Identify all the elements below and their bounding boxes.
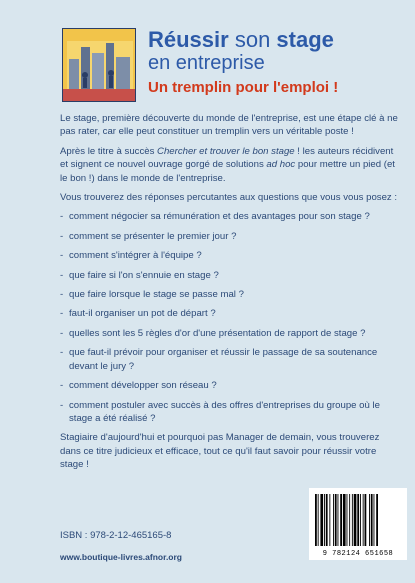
title-word-stage: stage: [276, 27, 334, 52]
list-item: - comment développer son réseau ?: [60, 379, 400, 392]
p2-text-c: pour mettre un pied (et le bon !) dans le monde de l'entreprise.: [60, 159, 395, 184]
intro-paragraph-3: Vous trouverez des réponses percutantes aux questions que vous vous posez :: [60, 192, 398, 204]
book-title-line1: [148, 28, 408, 52]
list-item: - comment postuler avec succès à des offres d'entreprises du groupe où le stage a été réalisé ?: [60, 399, 400, 426]
list-item: - comment se présenter le premier jour ?: [60, 230, 400, 243]
cover-illustration: [62, 28, 136, 102]
questions-list: [60, 210, 400, 425]
p2-book-title: Chercher et trouver le bon stage: [157, 145, 295, 157]
list-item: - que faire lorsque le stage se passe mal ?: [60, 288, 400, 301]
list-item: - faut-il organiser un pot de départ ?: [60, 307, 400, 320]
barcode: [309, 488, 407, 560]
book-title-line2: en entreprise: [148, 52, 265, 74]
closing-paragraph: Stagiaire d'aujourd'hui et pourquoi pas Manager de demain, vous trouverez dans ce titre judicieux et efficace, tout ce qu'il faut savoir pour réussir votre stage !: [60, 432, 380, 471]
list-item: - que faire si l'on s'ennuie en stage ?: [60, 269, 400, 282]
p2-ad-hoc: ad hoc: [266, 159, 296, 171]
barcode-bars: [309, 492, 407, 552]
back-cover-text: [60, 112, 400, 478]
list-item: - quelles sont les 5 règles d'or d'une présentation de rapport de stage ?: [60, 327, 400, 340]
isbn: ISBN : 978-2-12-465165-8: [60, 530, 172, 541]
p2-text-a: Après le titre à succès: [60, 145, 158, 157]
intro-paragraph-1: Le stage, première découverte du monde de l'entreprise, est une étape clé à ne pas rater, car elle peut constituer un tremplin vers un véritable poste !: [60, 113, 398, 138]
book-subtitle: Un tremplin pour l'emploi !: [148, 79, 339, 96]
intro-paragraph-2: [60, 145, 400, 185]
barcode-digits: 9 782124 651658: [322, 550, 394, 558]
title-word-reussir: Réussir: [148, 27, 229, 52]
p2-text-b: ! les auteurs récidivent et signent ce nouvel ouvrage gorgé de solutions: [60, 145, 394, 171]
list-item: - comment s'intégrer à l'équipe ?: [60, 249, 400, 262]
city-skyline-illustration: [63, 29, 136, 102]
list-item: - comment négocier sa rémunération et des avantages pour son stage ?: [60, 210, 400, 223]
title-word-son: son: [228, 27, 277, 52]
list-item: - que faut-il prévoir pour organiser et réussir le passage de sa soutenance devant le jury ?: [60, 346, 400, 373]
website-link[interactable]: www.boutique-livres.afnor.org: [60, 552, 183, 562]
title-block: [148, 28, 408, 96]
